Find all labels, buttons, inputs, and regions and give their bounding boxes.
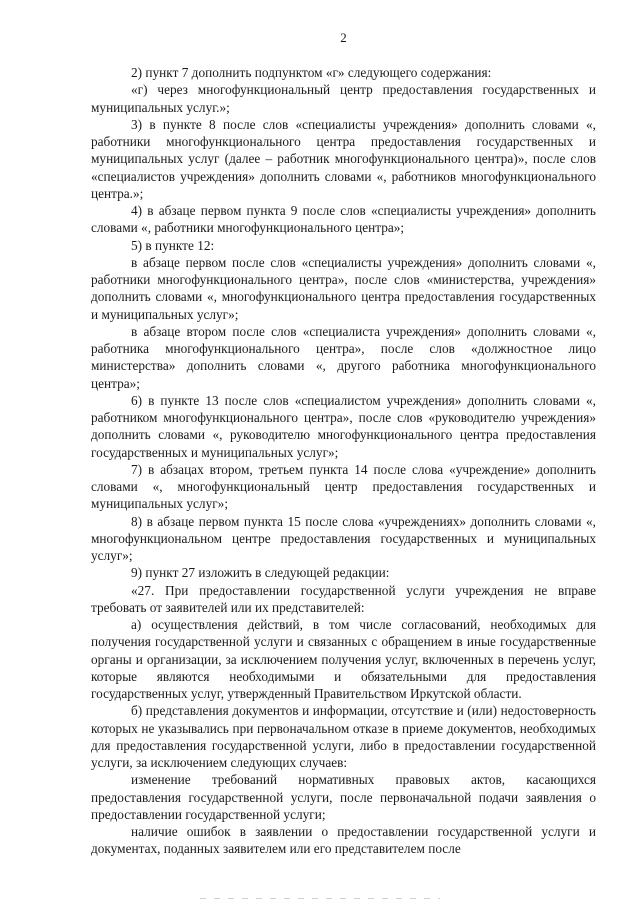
page-number: 2: [340, 30, 347, 45]
page-footer-mark: [200, 898, 440, 899]
paragraph: 2) пункт 7 дополнить подпунктом «г» следующего содержания:: [131, 65, 492, 80]
paragraph: б) представления документов и информации, отсутствие и (или) недостоверность которых не указывались при первоначальном отказе в приеме документов, необходимых для предоставления государственной услуги, либо в предоставлении государственной услуги, за исключением следующих случаев:: [91, 703, 596, 770]
paragraph: 3) в пункте 8 после слов «специалисты учреждения» дополнить словами «, работники многофункционального центра предоставления государственных и муниципальных услуг (далее – работник многофункционального центра)», после слов «специалистов учреждения» дополнить словами «, работников многофункционального центра.»;: [91, 116, 596, 201]
paragraph: изменение требований нормативных правовых актов, касающихся предоставления государственной услуги, после первоначальной подачи заявления о предоставлении государственной услуги;: [91, 772, 596, 822]
paragraph: 5) в пункте 12:: [131, 237, 215, 253]
paragraph: 9) пункт 27 изложить в следующей редакции:: [131, 565, 390, 581]
paragraph: в абзаце первом после слов «специалисты учреждения» дополнить словами «, работники многофункционального центра», после слов «министерства, учреждения» дополнить словами «, многофункционального центра предоставления государственных и муниципальных услуг»;: [91, 254, 596, 322]
paragraph: 8) в абзаце первом пункта 15 после слова «учреждениях» дополнить словами «, многофункциональном центре предоставления государственных и муниципальных услуг»;: [91, 513, 596, 563]
paragraph: наличие ошибок в заявлении о предоставлении государственной услуги и документах, поданных заявителем или его представителем после: [91, 824, 596, 857]
paragraph: «27. При предоставлении государственной услуги учреждения не вправе требовать от заявителей или их представителей:: [91, 582, 596, 615]
paragraph: в абзаце втором после слов «специалиста учреждения» дополнить словами «, работника многофункционального центра», после слов «должностное лицо министерства» дополнить словами «, другого работника многофункционального центра»;: [91, 323, 596, 391]
paragraph: а) осуществления действий, в том числе согласований, необходимых для получения государственной услуги и связанных с обращением в иные государственные органы и организации, за исключением получения услуг, включенных в перечень услуг, которые являются необходимыми и обязательными для предоставления государственных услуг, утвержденный Правительством Иркутской области.: [91, 617, 596, 701]
paragraph: 4) в абзаце первом пункта 9 после слов «специалисты учреждения» дополнить словами «, работники многофункционального центра»;: [91, 203, 596, 236]
paragraph: 7) в абзацах втором, третьем пункта 14 после слова «учреждение» дополнить словами «, многофункциональный центр предоставления государственных и муниципальных услуг»;: [91, 461, 596, 512]
paragraph: «г) через многофункциональный центр предоставления государственных и муниципальных услуг.»;: [91, 82, 596, 115]
paragraph: 6) в пункте 13 после слов «специалистом учреждения» дополнить словами «, работником многофункционального центра», после слов «руководителю учреждения» дополнить словами «, руководителю многофункционального центра предоставления государственных и муниципальных услуг»;: [91, 392, 596, 460]
